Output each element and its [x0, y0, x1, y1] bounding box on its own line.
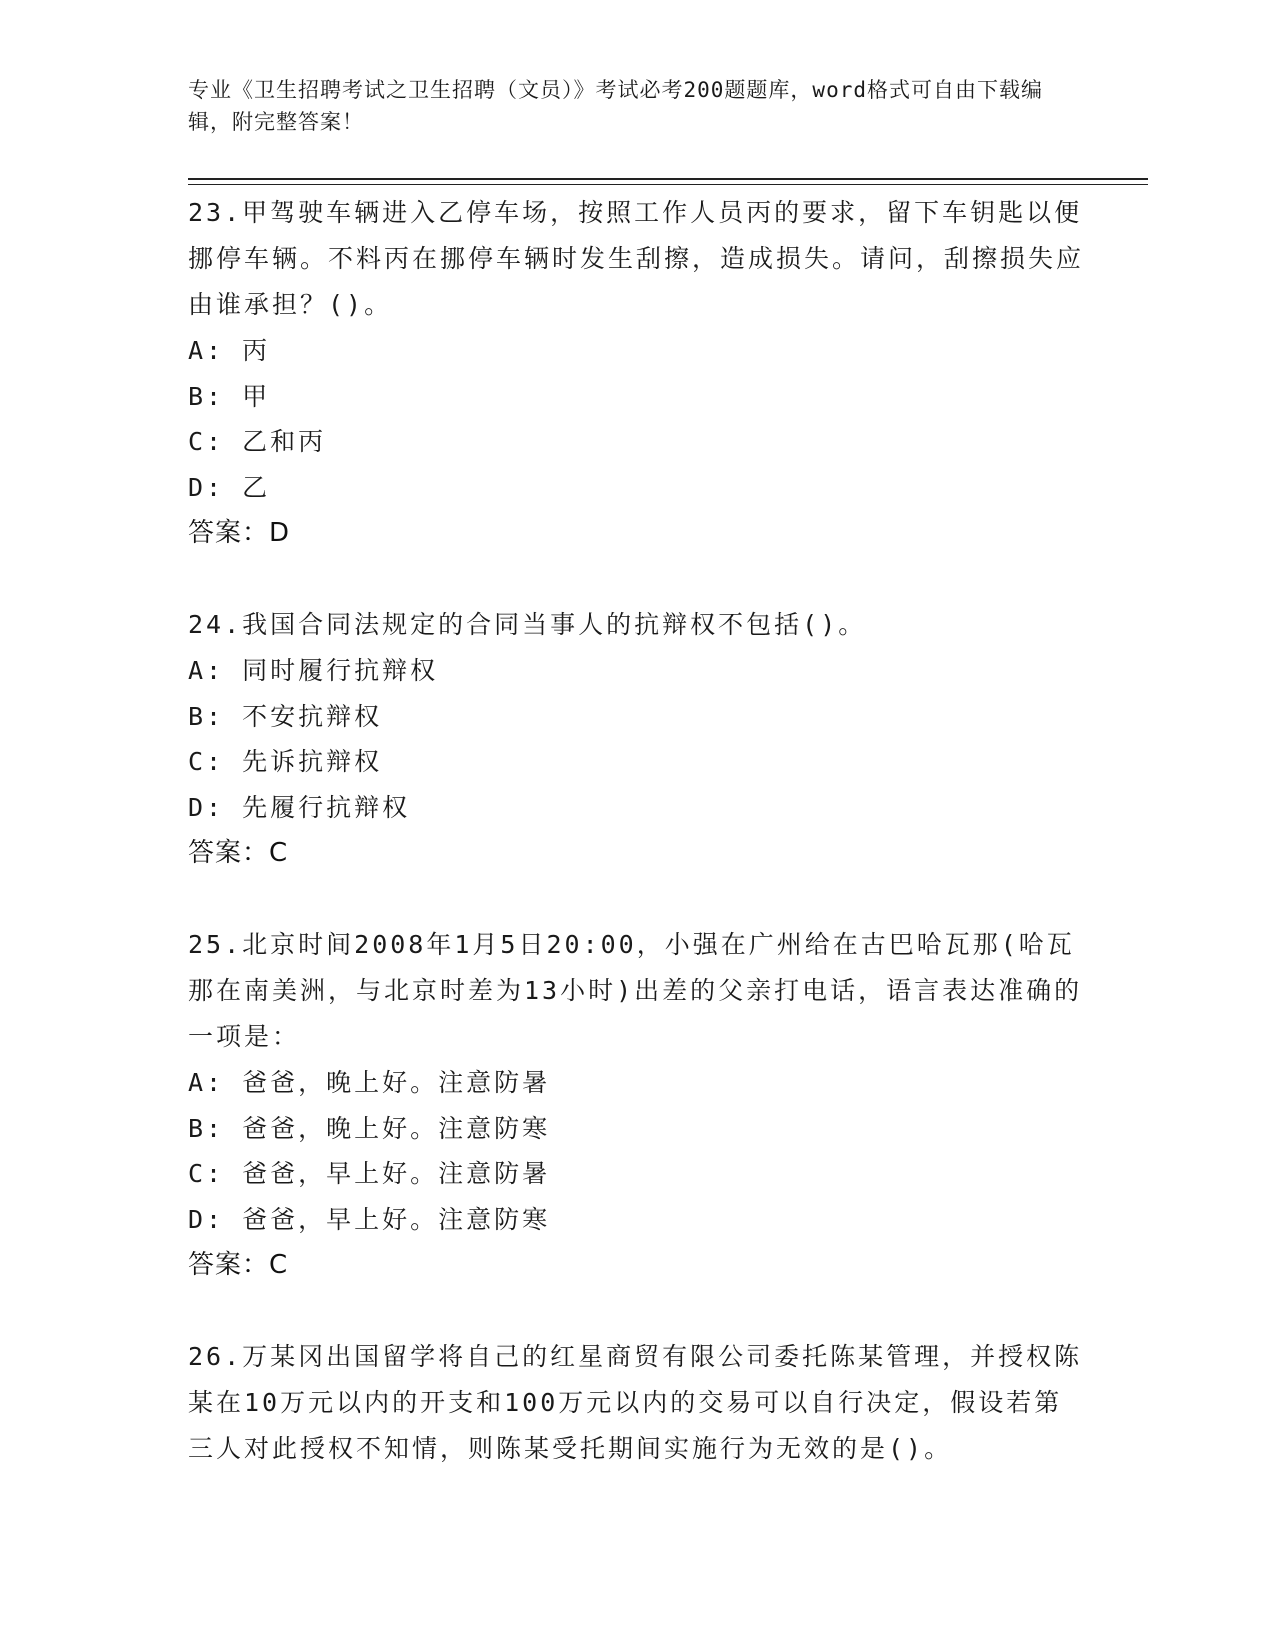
option-a: A: 同时履行抗辩权 — [188, 656, 439, 685]
option-a: A: 丙 — [188, 336, 271, 365]
question-24 — [188, 602, 1088, 876]
option-d: D: 先履行抗辩权 — [188, 792, 411, 822]
document-header: 专业《卫生招聘考试之卫生招聘（文员）》考试必考200题题库，word格式可自由下载编辑，附完整答案！ — [188, 78, 1043, 134]
option-c: C: 先诉抗辩权 — [188, 747, 383, 776]
option-c: C: 乙和丙 — [188, 427, 327, 456]
option-b: B: 不安抗辩权 — [188, 701, 383, 731]
question-stem: 26.万某冈出国留学将自己的红星商贸有限公司委托陈某管理，并授权陈某在10万元以内的开支和100万元以内的交易可以自行决定，假设若第三人对此授权不知情，则陈某受托期间实施行为无效的是()。 — [188, 1342, 1083, 1463]
question-list — [188, 190, 1088, 1472]
option-b: B: 甲 — [188, 381, 271, 411]
question-25 — [188, 922, 1088, 1288]
option-c: C: 爸爸，早上好。注意防暑 — [188, 1159, 551, 1188]
answer-line: 答案：C — [188, 1250, 289, 1280]
question-26 — [188, 1334, 1088, 1472]
question-spacer — [188, 556, 1088, 602]
answer-line: 答案：D — [188, 518, 291, 548]
question-stem: 23.甲驾驶车辆进入乙停车场，按照工作人员丙的要求，留下车钥匙以便挪停车辆。不料丙在挪停车辆时发生刮擦，造成损失。请问，刮擦损失应由谁承担？()。 — [188, 198, 1085, 319]
option-d: D: 爸爸，早上好。注意防寒 — [188, 1204, 551, 1234]
question-stem: 25.北京时间2008年1月5日20:00，小强在广州给在古巴哈瓦那(哈瓦那在南美洲，与北京时差为13小时)出差的父亲打电话，语言表达准确的一项是： — [188, 930, 1083, 1051]
question-spacer — [188, 1288, 1088, 1334]
question-spacer — [188, 876, 1088, 922]
option-b: B: 爸爸，晚上好。注意防寒 — [188, 1113, 551, 1143]
question-23 — [188, 190, 1088, 556]
answer-line: 答案：C — [188, 838, 289, 868]
question-stem: 24.我国合同法规定的合同当事人的抗辩权不包括()。 — [188, 610, 867, 639]
option-d: D: 乙 — [188, 472, 271, 502]
option-a: A: 爸爸，晚上好。注意防暑 — [188, 1068, 551, 1097]
header-divider-thick — [188, 178, 1148, 180]
header-divider-thin — [188, 184, 1148, 185]
